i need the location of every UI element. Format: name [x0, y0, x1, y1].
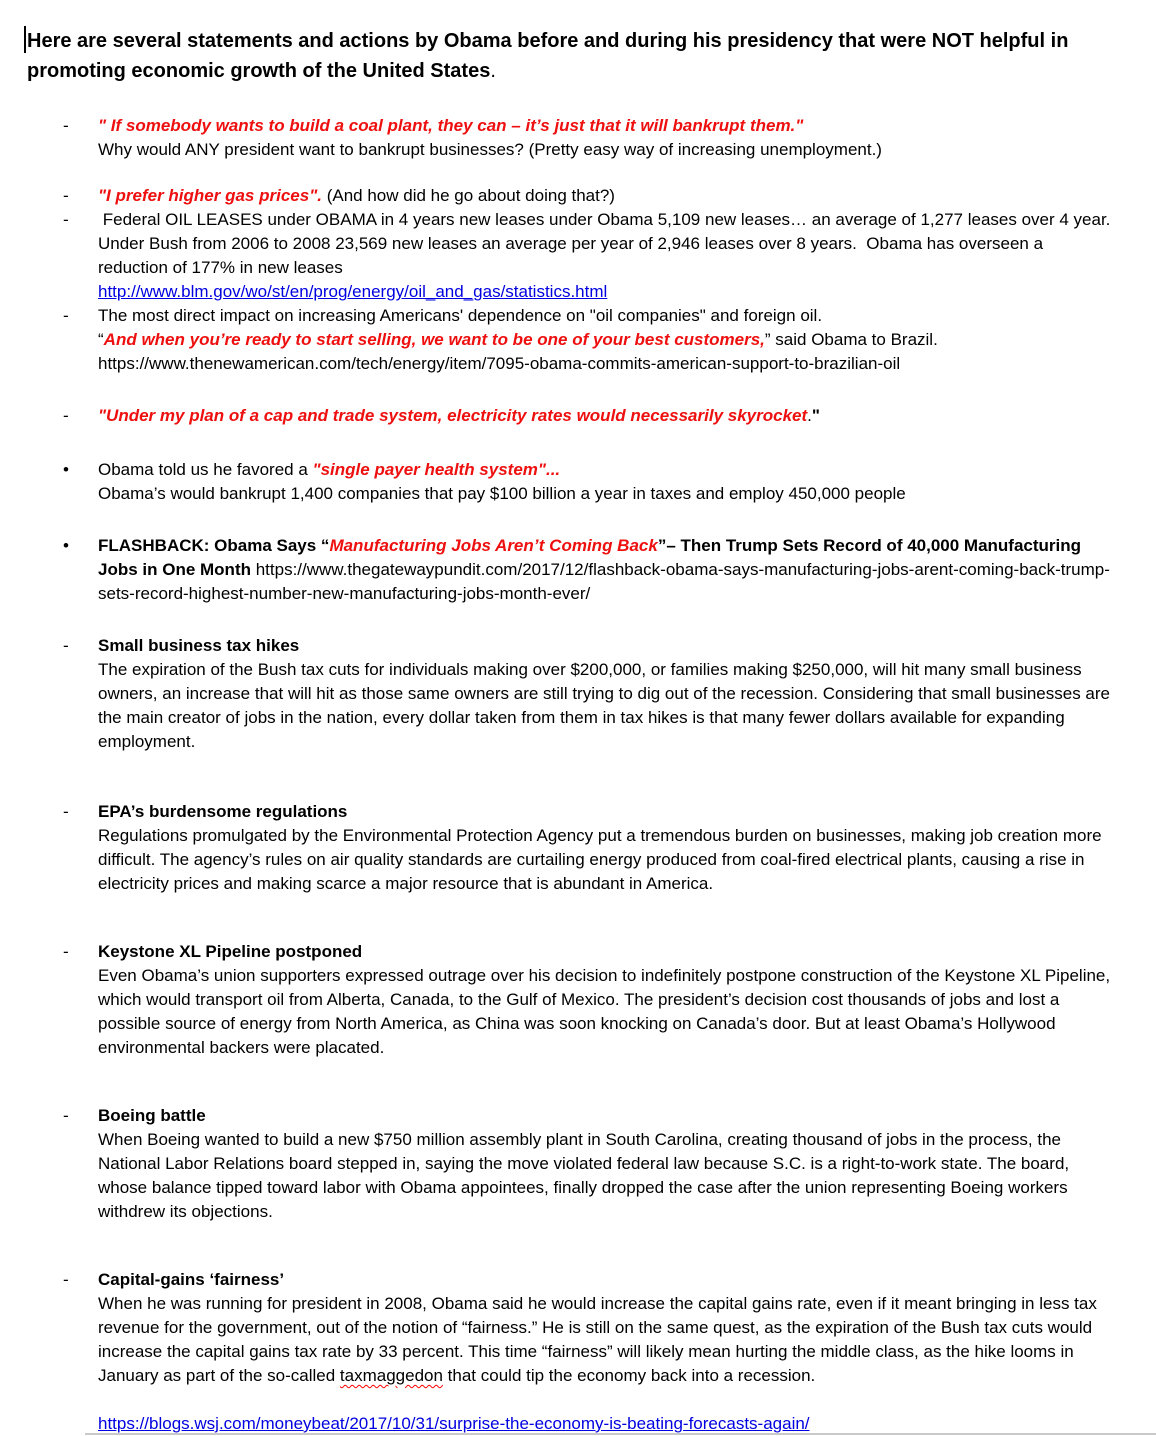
round-bullet: •	[63, 460, 69, 479]
red-quote-gas-prices: "I prefer higher gas prices".	[98, 186, 327, 205]
period: .	[807, 406, 812, 425]
title-period: .	[490, 60, 496, 82]
dash-bullet: -	[63, 1106, 69, 1125]
list-item-flashback-manufacturing	[63, 534, 1128, 606]
trump-record-bold: ”– Then Trump Sets Record of 40,000 Manufacturing Jobs in One Month	[98, 536, 1086, 579]
dash-bullet: -	[63, 306, 69, 325]
open-quote: “	[98, 330, 104, 349]
dash-bullet: -	[63, 802, 69, 821]
heading-epa-regulations: EPA’s burdensome regulations	[98, 802, 348, 821]
comment-bankrupt-businesses: Why would ANY president want to bankrupt businesses? (Pretty easy way of increasing unemployment.)	[98, 140, 882, 159]
heading-capital-gains-fairness: Capital-gains ‘fairness’	[98, 1270, 285, 1289]
dash-bullet: -	[63, 636, 69, 655]
dash-bullet: -	[63, 942, 69, 961]
close-quote: "	[811, 406, 820, 425]
list-item-keystone-pipeline	[63, 940, 1128, 1060]
dash-bullet: -	[63, 1270, 69, 1289]
gatewaypundit-url-text: https://www.thegatewaypundit.com/2017/12/flashback-obama-says-manufacturing-jobs-arent-coming-back-trump-sets-record-highest-number-new-manufacturing-jobs-month-ever/	[98, 560, 1110, 603]
wsj-moneybeat-link[interactable]: https://blogs.wsj.com/moneybeat/2017/10/31/surprise-the-economy-is-beating-forecasts-again/	[98, 1414, 810, 1433]
list-item-small-business-tax-hikes	[63, 634, 1128, 754]
text-cursor	[24, 26, 26, 53]
oil-dependence-text: The most direct impact on increasing Americans' dependence on "oil companies" and foreign oil.	[98, 306, 823, 325]
list-item-coal-plant-quote	[63, 114, 1128, 162]
dash-bullet: -	[63, 210, 69, 229]
flashback-lead-bold: FLASHBACK: Obama Says “	[98, 536, 330, 555]
round-bullet: •	[63, 536, 69, 555]
red-quote-skyrocket: "Under my plan of a cap and trade system, electricity rates would necessarily skyrocket	[98, 406, 808, 425]
boeing-paragraph: When Boeing wanted to build a new $750 million assembly plant in South Carolina, creating thousand of jobs in the process, the National Labor Relations board stepped in, saying the move violated federal law because S.C. is a right-to-work state. The board, whose balance tipped toward labor with Obama appointees, finally dropped the case after the union representing Boeing workers withdrew its objections.	[98, 1130, 1074, 1221]
heading-keystone-pipeline: Keystone XL Pipeline postponed	[98, 942, 363, 961]
list-item-single-payer	[63, 458, 1128, 506]
list-item-gas-prices-quote	[63, 184, 1128, 208]
thenewamerican-url-text: https://www.thenewamerican.com/tech/energy/item/7095-obama-commits-american-support-to-brazilian-oil	[98, 354, 901, 373]
heading-boeing-battle: Boeing battle	[98, 1106, 206, 1125]
dash-bullet: -	[63, 116, 69, 135]
dash-bullet: -	[63, 406, 69, 425]
red-quote-manufacturing-jobs: Manufacturing Jobs Aren’t Coming Back	[329, 536, 658, 555]
blm-statistics-link[interactable]: http://www.blm.gov/wo/st/en/prog/energy/oil_and_gas/statistics.html	[98, 282, 608, 301]
list-item-boeing-battle	[63, 1104, 1128, 1224]
heading-small-business-tax-hikes: Small business tax hikes	[98, 636, 300, 655]
said-obama-to-brazil: ” said Obama to Brazil.	[764, 330, 938, 349]
dash-bullet: -	[63, 186, 69, 205]
red-quote-best-customers: And when you’re ready to start selling, we want to be one of your best customers,	[103, 330, 765, 349]
bankrupt-companies-text: Obama’s would bankrupt 1,400 companies that pay $100 billion a year in taxes and employ 450,000 people	[98, 484, 906, 503]
list-item-capital-gains-fairness	[63, 1268, 1128, 1388]
epa-paragraph: Regulations promulgated by the Environmental Protection Agency put a tremendous burden on businesses, making job creation more difficult. The agency’s rules on air quality standards are curtailing energy produced from coal-fired electrical plants, causing a rise in electricity prices and making scarce a major resource that is abundant in America.	[98, 826, 1107, 893]
page-bottom-edge	[85, 1433, 1156, 1435]
red-quote-single-payer: "single payer health system"...	[312, 460, 561, 479]
document-title	[27, 26, 1117, 86]
favored-text: Obama told us he favored a	[98, 460, 313, 479]
red-quote-coal-plant: " If somebody wants to build a coal plant, they can – it’s just that it will bankrupt them."	[98, 116, 804, 135]
small-business-paragraph: The expiration of the Bush tax cuts for individuals making over $200,000, or families making $250,000, will hit many small business owners, an increase that will hit as those same owners are still trying to dig out of the recession. Considering that small businesses are the main creator of jobs in the nation, every dollar taken from them in tax hikes is that many fewer dollars available for expanding employment.	[98, 660, 1115, 751]
list-item-oil-leases	[63, 208, 1128, 304]
capital-gains-paragraph-b: that could tip the economy back into a recession.	[442, 1366, 816, 1385]
list-item-epa-regulations	[63, 800, 1128, 896]
keystone-paragraph: Even Obama’s union supporters expressed outrage over his decision to indefinitely postpone construction of the Keystone XL Pipeline, which would transport oil from Alberta, Canada, to the Gulf of Mexico. The president’s decision cost thousands of jobs and lost a possible source of energy from North America, as China was soon knocking on Canada’s door. But at least Obama’s Hollywood environmental backers were placated.	[98, 966, 1115, 1057]
list-item-brazil-quote	[63, 304, 1128, 376]
title-bold-text: Here are several statements and actions by Obama before and during his presidency that were NOT helpful in promoting economic growth of the United States	[27, 30, 1069, 82]
capital-gains-paragraph-a: When he was running for president in 2008, Obama said he would increase the capital gains rate, even if it meant bringing in less tax revenue for the government, out of the notion of “fairness.” He is still on the same quest, as the expiration of the Bush tax cuts would increase the capital gains tax rate by 33 percent. This time “fairness” will likely mean hurting the middle class, as the hike looms in January as part of the so-called	[98, 1294, 1102, 1385]
list-item-cap-and-trade-quote	[63, 404, 1128, 428]
oil-leases-text: Federal OIL LEASES under OBAMA in 4 years new leases under Obama 5,109 new leases… an average of 1,277 leases over 4 year. Under Bush from 2006 to 2008 23,569 new leases an average per year of 2,946 leases over 8 years. Obama has overseen a reduction of 177% in new leases	[98, 210, 1120, 277]
comment-gas-prices: (And how did he go about doing that?)	[326, 186, 615, 205]
misspelled-word-taxmaggedon: taxmaggedon	[339, 1366, 443, 1385]
